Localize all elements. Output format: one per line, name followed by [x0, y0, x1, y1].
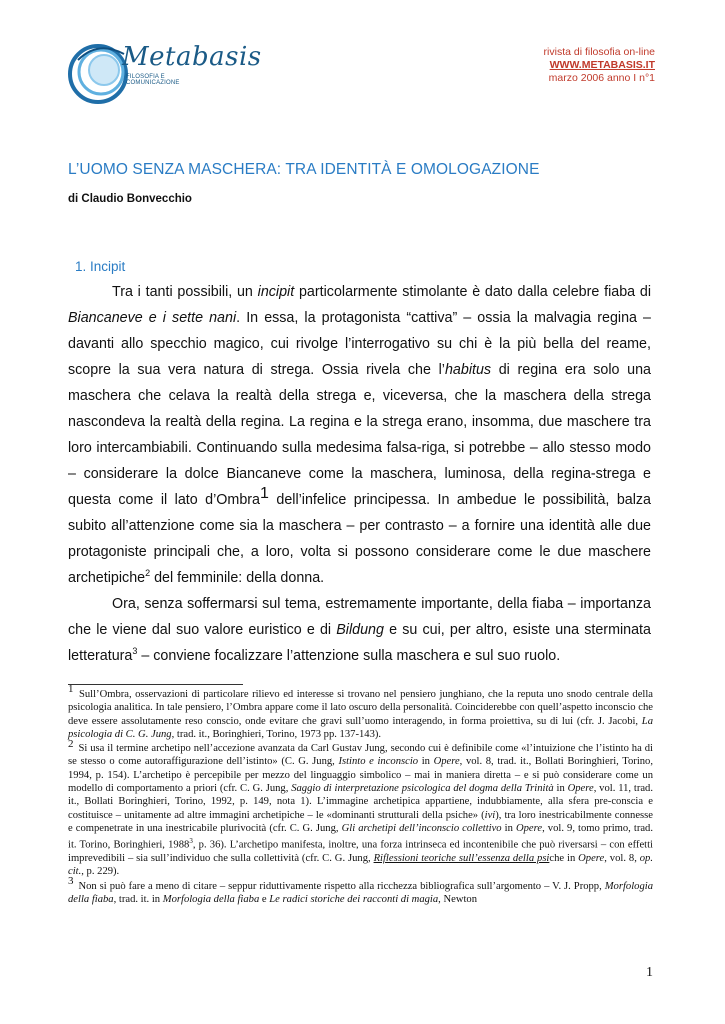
footnote-text: in — [553, 783, 568, 795]
body-italic: Bildung — [336, 622, 384, 638]
section-heading: 1. Incipit — [75, 259, 126, 274]
page-number: 1 — [646, 965, 653, 980]
footnote-italic: ivi — [484, 809, 496, 821]
body-italic: incipit — [257, 284, 295, 300]
footnote-text: , vol. 8, trad. it., Bollati Boringhieri, Torino, 1994, p. 154). L’archetipo è percepibile per mezzo del linguaggio simbolico ‒ mai in maniera diretta ‒ e si può considerare come un modello di comportamento a priori (cfr. C. G. Jung, — [68, 756, 653, 795]
footnote-italic: Opere — [578, 853, 605, 865]
footnote-text: , p. 36). L’archetipo manifesta, inoltre, una forza intrinseca ed incontenibile che può riversarsi ‒ con effetti imprevedibili ‒ sia sull’individuo che sulla collettività (cfr. C. G. Jung, — [68, 839, 653, 865]
logo-wordmark: Metabasis — [122, 42, 262, 72]
footnote — [68, 683, 653, 741]
footnote — [68, 737, 654, 879]
article-title: L’UOMO SENZA MASCHERA: TRA IDENTITÀ E OMOLOGAZIONE — [68, 161, 540, 178]
footnote — [68, 875, 653, 907]
footnote-text: , p. 229). — [81, 866, 120, 878]
footnote-text: , vol. 8, — [604, 853, 640, 865]
footnote-text: , trad. it. in — [113, 893, 163, 905]
footnote-italic: Morfologia della fiaba — [68, 880, 653, 905]
footnote-italic: Morfologia della fiaba — [162, 893, 260, 905]
footnote-text: , vol. 11, trad. it., Bollati Boringhieri, Torino, 1992, p. 149, nota 1). L’immagine archetipica appartiene, indubbiamente, alla sfera pre-conscia e costituisce ‒ unitamente ad altre immagini archetipiche ‒ le «dominanti strutturali della psiche» ( — [68, 783, 654, 821]
body-text: e su cui, per altro, esiste una sterminata letteratura — [68, 622, 651, 664]
footnote-italic: Saggio di interpretazione psicologica del dogma della Trinità — [291, 783, 554, 795]
article-author: di Claudio Bonvecchio — [68, 193, 192, 205]
masthead-url-link[interactable]: WWW.METABASIS.IT — [549, 59, 655, 71]
footnote-italic: Istinto e inconscio — [338, 756, 419, 768]
footnote-separator — [68, 684, 243, 685]
body-italic: Biancaneve e i sette nani — [68, 310, 237, 326]
body-text: del femminile: della donna. — [150, 570, 325, 586]
footnote-text: in — [418, 756, 434, 768]
footnote-text: e — [259, 893, 270, 905]
footnote-italic: Riflessioni teoriche sull’essenza della psi — [373, 853, 550, 865]
footnote-number: 2 — [68, 737, 74, 750]
metabasis-logo[interactable] — [68, 40, 262, 110]
footnote-ref-link[interactable]: 3 — [132, 646, 138, 657]
body-text: . In essa, la protagonista “cattiva” ‒ ossia la malvagia regina ‒ davanti allo specchio magico, cui rivolge l’interrogativo su chi è la più bella del reame, scopre la sua vera natura di strega. Ossia rivela che l’ — [68, 310, 651, 378]
masthead-issue: marzo 2006 anno I n°1 — [548, 72, 655, 84]
logo-subtitle: FILOSOFIA E COMUNICAZIONE — [126, 74, 180, 86]
footnotes — [68, 683, 654, 907]
footnote-superscript: 3 — [189, 837, 193, 846]
footnote-text: , Newton — [438, 893, 478, 905]
body-text: ‒ conviene focalizzare l’attenzione sulla maschera e sul suo ruolo. — [137, 648, 561, 664]
footnote-italic: Opere — [515, 822, 543, 834]
footnote-text: in — [501, 822, 516, 834]
paragraph — [68, 279, 651, 591]
footnote-text: che in — [549, 853, 579, 865]
paragraph — [68, 591, 651, 669]
footnote-text: Non si può fare a meno di citare – seppur riduttivamente rispetto alla ricchezza bibliografica sull’argomento – V. J. Propp, — [75, 880, 605, 892]
footnote-italic: op. cit. — [68, 853, 653, 878]
footnote-italic: La psicologia di C. G. Jung — [68, 715, 653, 740]
footnote-text: ), tra loro inestricabilmente connesse e compenetrate in una inestricabile plurivocità (cfr. C. G. Jung, — [68, 809, 653, 834]
footnote-ref-link[interactable]: 1 — [260, 485, 269, 503]
footnote-text: Si usa il termine archetipo nell’accezione avanzata da Carl Gustav Jung, secondo cui è definibile come «l’intuizione che l’istinto ha di se stesso o come autoraffigurazione dell’istinto» (C. G. Jung, — [68, 743, 653, 768]
body-text: Ora, senza soffermarsi sul tema, estremamente importante, della fiaba ‒ importanza che le viene dal suo valore euristico e di — [68, 596, 651, 638]
article-body — [68, 279, 651, 669]
footnote-text: , trad. it., Boringhieri, Torino, 1973 pp. 137-143). — [171, 728, 382, 740]
footnote-text: Sull’Ombra, osservazioni di particolare rilievo ed interesse si trovano nel pensiero junghiano, che la reputa uno snodo centrale della psicologia analitica. In tale pensiero, l’Ombra appare come il lato oscuro della personalità. Coinciderebbe con quell’aspetto inconscio che deve essere assolutamente reso conscio, onde evitare che gravi sull’uomo interagendo, in forma proiettiva, su di lui (cfr. J. Jacobi, — [68, 689, 653, 727]
masthead — [544, 46, 655, 85]
footnote-italic: Opere — [433, 756, 460, 768]
body-text: Tra i tanti possibili, un — [112, 284, 258, 300]
footnote-number: 1 — [68, 683, 74, 696]
footnote-italic: Opere — [567, 783, 594, 795]
body-text: dell’infelice principessa. In ambedue le possibilità, balza subito all’attenzione come sia la maschera ‒ per contrasto ‒ a fornire una identità alle due protagoniste principali che, a loro, volta si possono considerare come le due maschere archetipiche — [68, 492, 652, 586]
body-text: particolarmente stimolante è dato dalla celebre fiaba di — [294, 284, 651, 300]
footnote-italic: Gli archetipi dell’inconscio collettivo — [341, 822, 502, 834]
footnote-number: 3 — [68, 875, 74, 888]
footnote-ref-link[interactable]: 2 — [145, 568, 151, 579]
footnote-text: , vol. 9, tomo primo, trad. it. Torino, Boringhieri, 1988 — [68, 822, 654, 851]
body-text: di regina era solo una maschera che celava la realtà della strega e, viceversa, che la maschera della strega nascondeva la realtà della regina. La regina e la strega erano, insomma, due maschere tra loro intercambiabili. Continuando sulla medesima falsa-riga, si potrebbe ‒ allo stesso modo ‒ considerare la dolce Biancaneve come la maschera, luminosa, della regina-strega e questa come il lato d’Ombra — [68, 362, 651, 508]
footnote-italic: Le radici storiche dei racconti di magia — [269, 893, 439, 905]
body-italic: habitus — [444, 362, 492, 378]
masthead-line: rivista di filosofia on-line — [543, 46, 655, 58]
